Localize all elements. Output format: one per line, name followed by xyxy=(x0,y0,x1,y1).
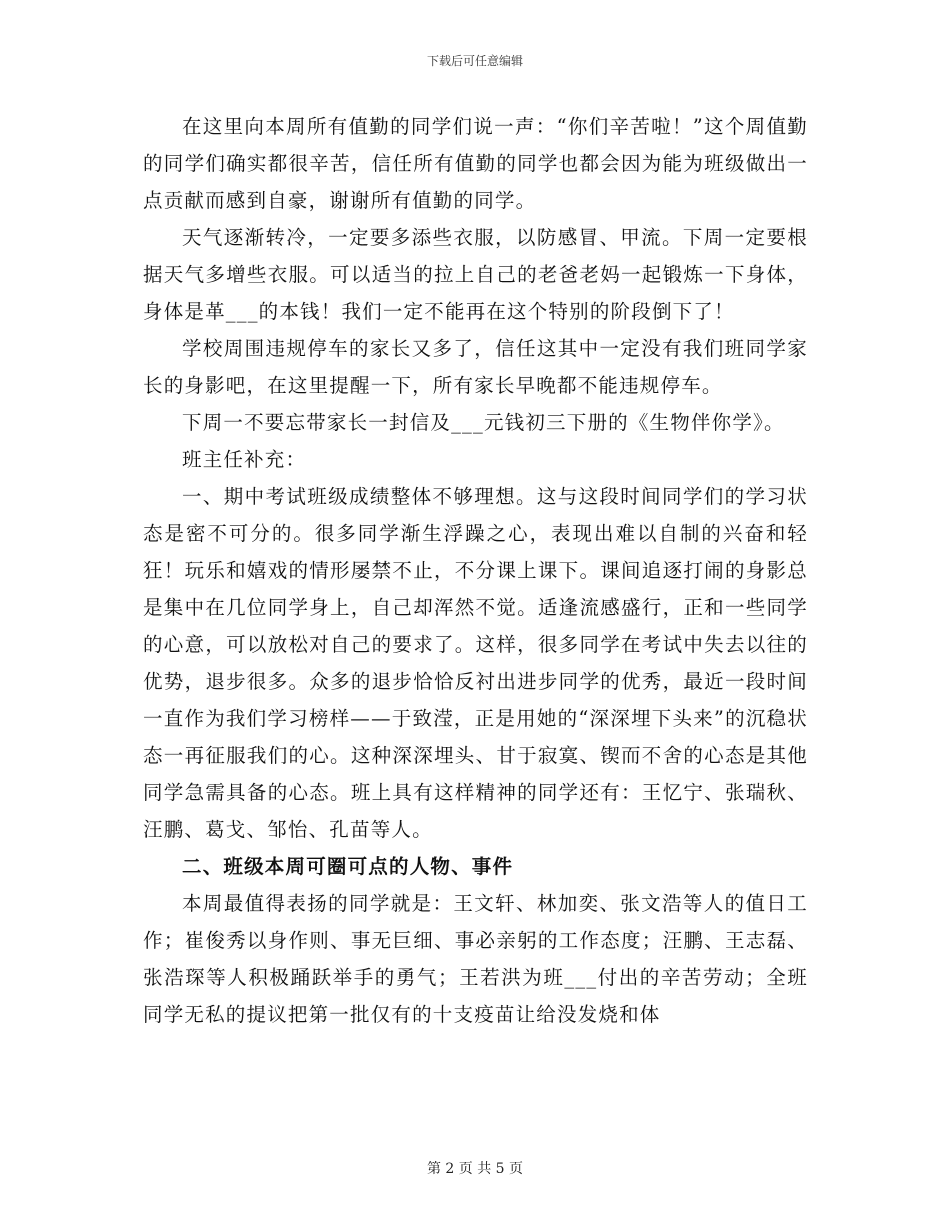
paragraph-praise: 本周最值得表扬的同学就是：王文轩、林加奕、张文浩等人的值日工作；崔俊秀以身作则、事无巨细、事必亲躬的工作态度；汪鹏、王志磊、张浩琛等人积极踊跃举手的勇气；王若洪为班___付出的辛苦劳动；全班同学无私的提议把第一批仅有的十支疫苗让给没发烧和体 xyxy=(143,892,808,1026)
page-header: 下载后可任意编辑 xyxy=(426,54,523,68)
paragraph-weather: 天气逐渐转冷，一定要多添些衣服，以防感冒、甲流。下周一定要根据天气多增些衣服。可以适当的拉上自己的老爸老妈一起锻炼一下身体，身体是革___的本钱！我们一定不能再在这个特别的阶段倒下了！ xyxy=(143,226,808,323)
page-number: 第 2 页 共 5 页 xyxy=(426,1161,524,1177)
paragraph-reminder: 下周一不要忘带家长一封信及___元钱初三下册的《生物伴你学》。 xyxy=(182,411,785,434)
paragraph-parking: 学校周围违规停车的家长又多了，信任这其中一定没有我们班同学家长的身影吧，在这里提醒一下，所有家长早晚都不能违规停车。 xyxy=(143,337,808,397)
paragraph-teacher-supplement: 班主任补充： xyxy=(182,448,307,471)
section-heading: 二、班级本周可圈可点的人物、事件 xyxy=(182,855,514,878)
document-body xyxy=(143,108,808,1033)
paragraph-thanks-duty: 在这里向本周所有值勤的同学们说一声：“你们辛苦啦！”这个周值勤的同学们确实都很辛苦，信任所有值勤的同学也都会因为能为班级做出一点贡献而感到自豪，谢谢所有值勤的同学。 xyxy=(143,115,808,212)
paragraph-midterm-results: 一、期中考试班级成绩整体不够理想。这与这段时间同学们的学习状态是密不可分的。很多同学渐生浮躁之心，表现出难以自制的兴奋和轻狂！玩乐和嬉戏的情形屡禁不止，不分课上课下。课间追逐打闹的身影总是集中在几位同学身上，自己却浑然不觉。适逢流感盛行，正和一些同学的心意，可以放松对自己的要求了。这样，很多同学在考试中失去以往的优势，退步很多。众多的退步恰恰反衬出进步同学的优秀，最近一段时间一直作为我们学习榜样——于致滢，正是用她的“深深埋下头来”的沉稳状态一再征服我们的心。这种深深埋头、甘于寂寞、锲而不舍的心态是其他同学急需具备的心态。班上具有这样精神的同学还有：王忆宁、张瑞秋、汪鹏、葛戈、邹怡、孔苗等人。 xyxy=(143,485,808,841)
